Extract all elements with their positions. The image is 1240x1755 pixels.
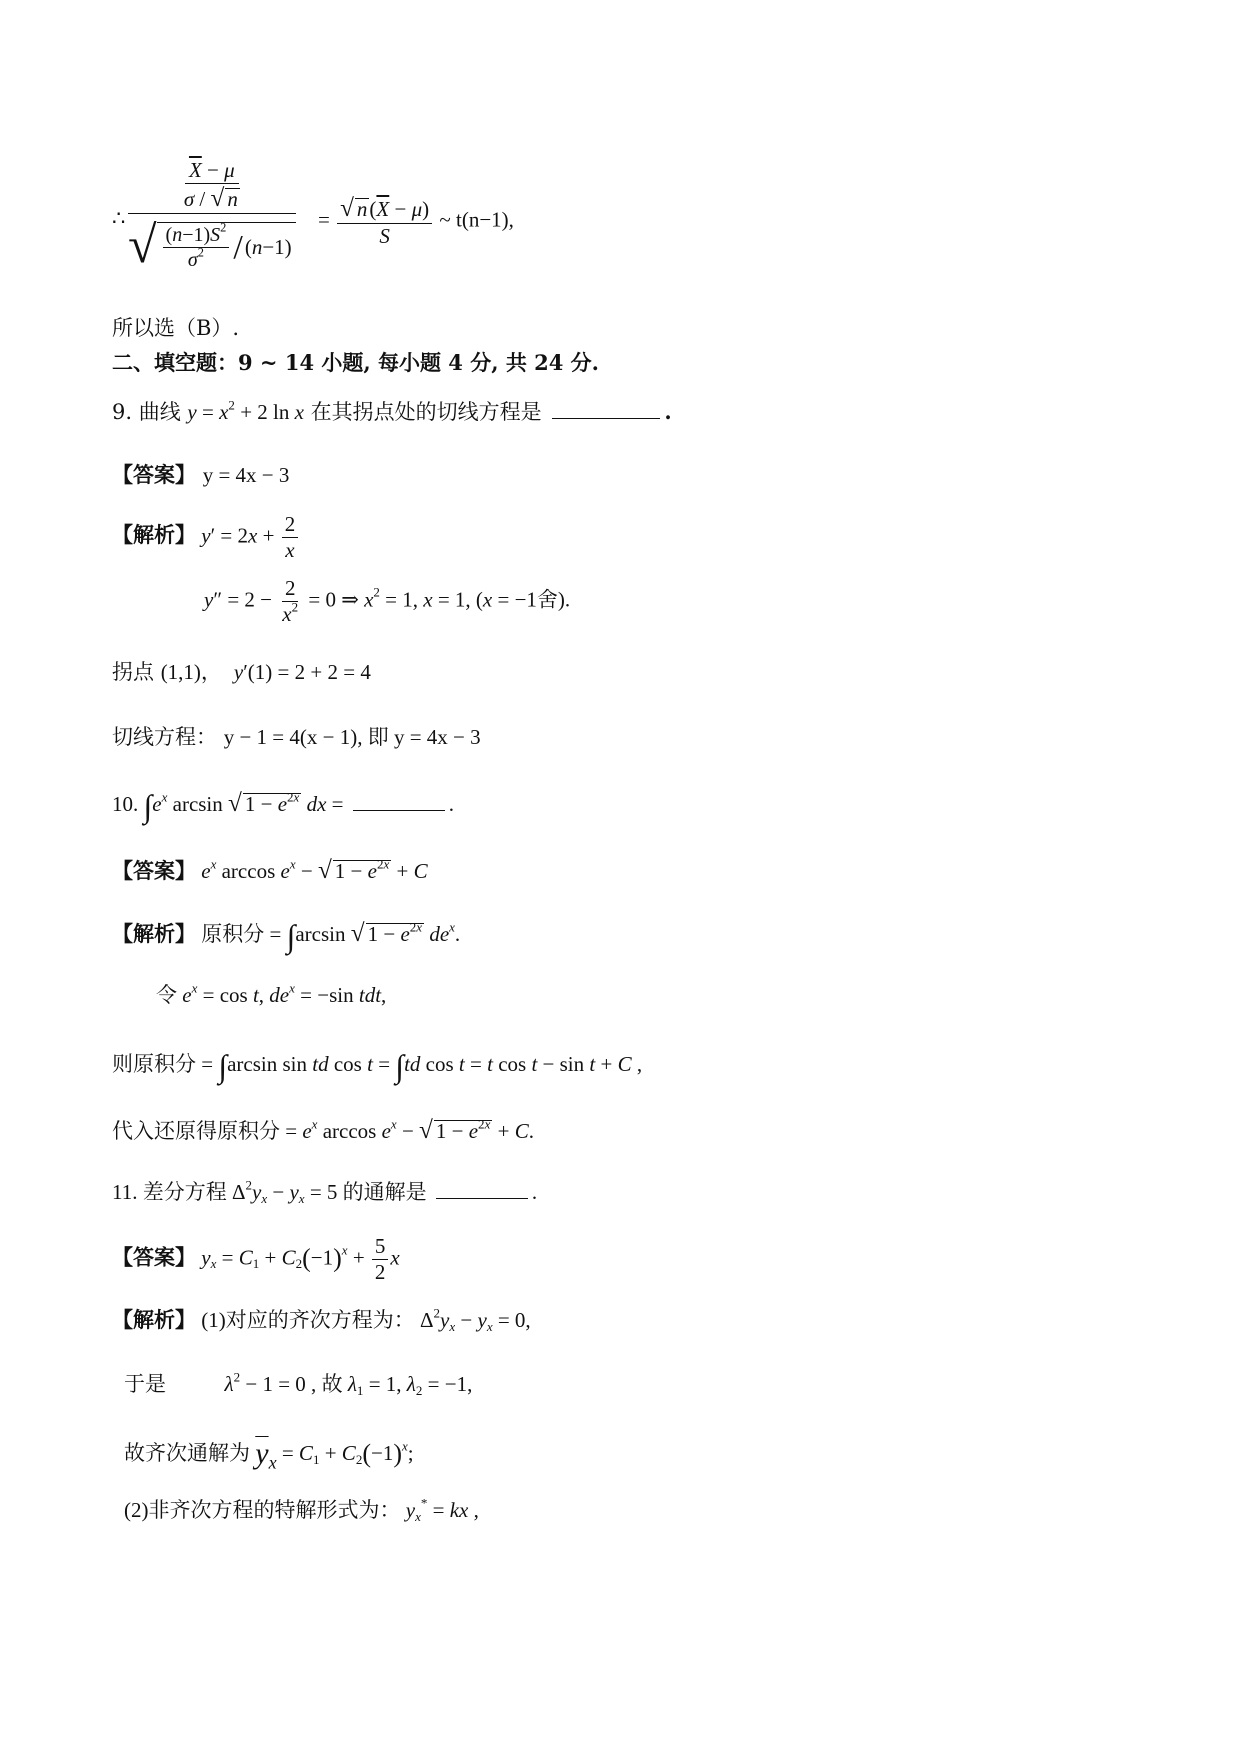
q9-inflection-point: (1,1)， (160, 660, 222, 684)
q9-stem-suffix: 在其拐点处的切线方程是 (310, 400, 542, 424)
q11-analysis-step1: 【解析】 (1)对应的齐次方程为： $\Delta^2y_x - y_x = 0$, (112, 1305, 531, 1334)
q9-tangent-label: 切线方程： (112, 725, 217, 749)
q11-stem-label: 差分方程 (142, 1180, 227, 1204)
q11-answer-label: 【答案】 (112, 1245, 196, 1270)
q11-gu: 故 (321, 1372, 343, 1396)
q9-tangent-eq: y − 1 = 4(x − 1), 即 y = 4x − 3 (223, 725, 481, 749)
q9-analysis-line2: y″ = 2 − $\frac{2}{x^2}$ = 0 ⇒ $x^2 = 1$, x = 1, (x = −1舍). (204, 576, 571, 626)
q10-answer: 【答案】 $e^x$ $\arccos e^x$ − √ $1 - e^{2x} + C$ (112, 856, 428, 884)
q9-analysis-label: 【解析】 (112, 523, 196, 548)
q9-tangent (112, 727, 481, 748)
t-stat-result: = $\frac{√ n(\overline{X} - \mu)}{S}$ ~ t(n−1), (318, 195, 514, 249)
q11-stem: 11. 差分方程 $\Delta^2y_x - y_x = 5$ 的通解是 . (112, 1177, 538, 1206)
q10-number: 10. (112, 792, 139, 816)
q10-answer-blank (353, 792, 445, 811)
section-title: 二、填空题：9 ~ 14 小题, 每小题 4 分, 共 24 分. (112, 350, 599, 375)
q9-answer-label: 【答案】 (112, 462, 196, 487)
q9-number: 9. (112, 400, 133, 424)
q11-answer-blank (436, 1180, 528, 1199)
q10-back-sub-label: 代入还原得原积分 (112, 1119, 280, 1143)
q9-analysis-line1: 【解析】 y′ = 2x + $\frac{2}{x}$ (112, 514, 300, 561)
q10-analysis-label: 【解析】 (112, 922, 196, 946)
q11-number: 11. (112, 1180, 138, 1204)
q10-then: 则原积分 = ∫arcsin sin td cos t = ∫td cos t = t cos t − sin t + C , (112, 1048, 643, 1084)
q11-homog-solution: 故齐次通解为 $\overline{y}_x = C_1 + C_2(-1)^x$; (124, 1437, 414, 1473)
q9-answer (112, 464, 289, 486)
q11-yushi: 于是 (124, 1372, 166, 1396)
t-distribution-formula (112, 158, 126, 230)
q9-inflection: 拐点 (1,1)， y′(1) = 2 + 2 = 4 (112, 660, 371, 684)
q11-step2-label: (2)非齐次方程的特解形式为： (124, 1498, 401, 1522)
q10-then-label: 则原积分 (112, 1052, 196, 1076)
q11-characteristic: 于是 $\lambda^2 - 1 = 0$ , 故 $\lambda_1 = 1$, $\lambda_2 = -1$, (124, 1369, 473, 1398)
choose-b-text: 所以选（B）. (112, 316, 240, 340)
q9-stem: 9. 曲线 $y = x^2 + 2$ ln x 在其拐点处的切线方程是 . (112, 397, 672, 424)
q11-answer: 【答案】 $y_x = C_1 + C_2(-1)^x$ + $\frac{5}{2}$ x (112, 1234, 400, 1284)
t-distribution-tail: ~ t(n−1), (439, 207, 514, 232)
q9-answer-blank (552, 400, 660, 419)
q9-inflection-label: 拐点 (112, 660, 154, 684)
q10-back-sub: 代入还原得原积分 = $e^x$ $\arccos e^x$ − √ $1 - e^{2x} + C$. (112, 1116, 534, 1144)
q10-orig-integral: 原积分 (201, 922, 265, 946)
q9-stem-prefix: 曲线 (138, 400, 181, 424)
q10-analysis: 【解析】 原积分 = ∫arcsin √ $1 - e^{2x}$ $de^x$. (112, 918, 461, 954)
q10-stem: 10. $\int e^x$ arcsin √ $1 - e^{2x}$ dx = . (112, 788, 454, 824)
q11-analysis-label: 【解析】 (112, 1308, 196, 1332)
q11-step1-label: (1)对应的齐次方程为： (201, 1308, 415, 1332)
q9-answer-value: y = 4x − 3 (202, 463, 290, 487)
t-stat-fraction: $\overline{X} - \mu$ σ / √ n √ $\frac{(n-1)S^2}{\sigma^2}$ / ( n −1) (128, 160, 296, 272)
q11-stem-tail: 的通解是 (342, 1180, 427, 1204)
q10-let: 令 (156, 983, 177, 1007)
q11-homog-label: 故齐次通解为 (124, 1441, 250, 1465)
q11-particular: (2)非齐次方程的特解形式为： $y_x^*$ = kx , (124, 1495, 479, 1524)
therefore-symbol: ∴ (112, 206, 126, 230)
q10-answer-label: 【答案】 (112, 859, 196, 883)
q10-substitution: 令 $e^x = \cos t$, $de^x = -\sin$ tdt, (156, 980, 387, 1007)
